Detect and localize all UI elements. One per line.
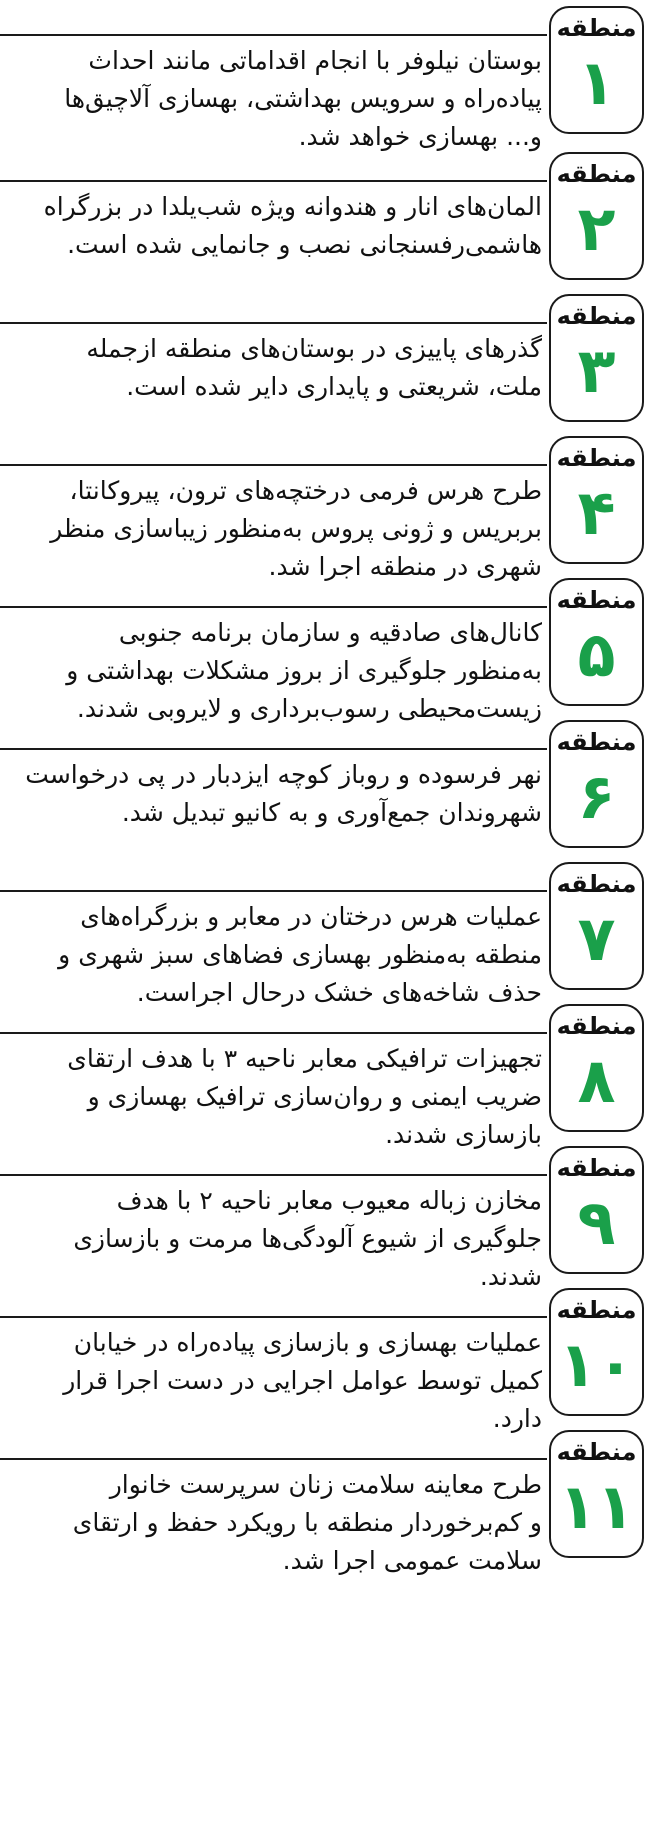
text-line: پیاده‌راه و سرویس بهداشتی، بهسازی آلاچیق‌ها [64, 84, 542, 113]
text-line: نهر فرسوده و روباز کوچه ایزدبار در پی درخواست [25, 760, 542, 789]
district-badge [549, 578, 644, 706]
district-badge [549, 436, 644, 564]
divider-line [0, 890, 547, 892]
badge-label: منطقه [556, 728, 637, 756]
badge-label: منطقه [556, 302, 637, 330]
text-line: حذف شاخه‌های خشک درحال اجراست. [136, 978, 542, 1007]
divider-line [0, 1174, 547, 1176]
district-number: ۹ [577, 1186, 616, 1259]
district-entry-9 [0, 1146, 648, 1306]
text-line: شهری در منطقه اجرا شد. [268, 552, 542, 581]
text-line: المان‌های انار و هندوانه ویژه شب‌یلدا در بزرگراه [43, 192, 542, 221]
text-line: بوستان نیلوفر با انجام اقداماتی مانند احداث [88, 46, 542, 75]
district-text [0, 472, 542, 586]
text-line: بربریس و ژونی پروس به‌منظور زیباسازی منظر [50, 514, 542, 543]
district-entry-11 [0, 1430, 648, 1590]
text-line: جلوگیری از شیوع آلودگی‌ها مرمت و بازسازی [73, 1224, 542, 1253]
district-badge [549, 6, 644, 134]
district-badge [549, 152, 644, 280]
text-line: کمیل توسط عوامل اجرایی در دست اجرا قرار [63, 1366, 542, 1395]
badge-label: منطقه [556, 1296, 637, 1324]
text-line: طرح هرس فرمی درختچه‌های ترون، پیروکانتا، [69, 476, 542, 505]
district-number: ۷ [577, 902, 616, 975]
badge-label: منطقه [556, 444, 637, 472]
district-number: ۵ [577, 618, 616, 691]
district-text [0, 1040, 542, 1154]
district-badge [549, 720, 644, 848]
divider-line [0, 322, 547, 324]
district-badge [549, 1430, 644, 1558]
district-entry-2 [0, 152, 648, 312]
district-entry-7 [0, 862, 648, 1022]
badge-label: منطقه [556, 1154, 637, 1182]
district-number: ۲ [577, 192, 616, 265]
text-line: و کم‌برخوردار منطقه با رویکرد حفظ و ارتقای [72, 1508, 542, 1537]
badge-label: منطقه [556, 1012, 637, 1040]
district-number: ۴ [577, 476, 616, 549]
text-line: هاشمی‌رفسنجانی نصب و جانمایی شده است. [67, 230, 542, 259]
district-number: ۱ [577, 46, 616, 119]
text-line: شدند. [479, 1262, 542, 1291]
district-entry-4 [0, 436, 648, 596]
divider-line [0, 464, 547, 466]
text-line: تجهیزات ترافیکی معابر ناحیه ۳ با هدف ارتقای [67, 1044, 542, 1073]
district-badge [549, 1288, 644, 1416]
district-number: ۸ [577, 1044, 616, 1117]
badge-label: منطقه [556, 586, 637, 614]
district-text [0, 898, 542, 1012]
district-entry-8 [0, 1004, 648, 1164]
district-number: ۳ [577, 334, 616, 407]
text-line: ضریب ایمنی و روان‌سازی ترافیک بهسازی و [87, 1082, 542, 1111]
district-text [0, 42, 542, 156]
text-line: و... بهسازی خواهد شد. [298, 122, 542, 151]
badge-label: منطقه [556, 870, 637, 898]
text-line: زیست‌محیطی رسوب‌برداری و لایروبی شدند. [76, 694, 542, 723]
divider-line [0, 1316, 547, 1318]
district-entry-5 [0, 578, 648, 738]
district-badge [549, 862, 644, 990]
divider-line [0, 180, 547, 182]
district-text [0, 1324, 542, 1438]
text-line: منطقه به‌منظور بهسازی فضاهای سبز شهری و [58, 940, 542, 969]
district-text [0, 1466, 542, 1580]
district-badge [549, 294, 644, 422]
divider-line [0, 1458, 547, 1460]
text-line: طرح معاینه سلامت زنان سرپرست خانوار [109, 1470, 542, 1499]
text-line: دارد. [492, 1404, 542, 1433]
district-entry-1 [0, 6, 648, 166]
text-line: مخازن زباله معیوب معابر ناحیه ۲ با هدف [116, 1186, 542, 1215]
badge-label: منطقه [556, 14, 637, 42]
district-number: ۶ [577, 760, 616, 833]
text-line: عملیات بهسازی و بازسازی پیاده‌راه در خیابان [73, 1328, 542, 1357]
text-line: گذرهای پاییزی در بوستان‌های منطقه ازجمله [86, 334, 542, 363]
divider-line [0, 606, 547, 608]
district-badge [549, 1146, 644, 1274]
badge-label: منطقه [556, 1438, 637, 1466]
district-number: ۱۱ [558, 1470, 635, 1543]
district-text [0, 614, 542, 728]
text-line: بازسازی شدند. [385, 1120, 542, 1149]
text-line: ملت، شریعتی و پایداری دایر شده است. [126, 372, 542, 401]
district-number: ۱۰ [558, 1328, 635, 1401]
district-text [0, 756, 542, 832]
district-entry-6 [0, 720, 648, 880]
text-line: کانال‌های صادقیه و سازمان برنامه جنوبی [118, 618, 542, 647]
text-line: شهروندان جمع‌آوری و به کانیو تبدیل شد. [121, 798, 542, 827]
district-entry-10 [0, 1288, 648, 1448]
divider-line [0, 1032, 547, 1034]
text-line: به‌منظور جلوگیری از بروز مشکلات بهداشتی و [66, 656, 542, 685]
text-line: سلامت عمومی اجرا شد. [282, 1546, 542, 1575]
district-text [0, 188, 542, 264]
district-text [0, 330, 542, 406]
divider-line [0, 748, 547, 750]
district-text [0, 1182, 542, 1296]
text-line: عملیات هرس درختان در معابر و بزرگراه‌های [80, 902, 542, 931]
divider-line [0, 34, 547, 36]
badge-label: منطقه [556, 160, 637, 188]
district-entry-3 [0, 294, 648, 454]
district-badge [549, 1004, 644, 1132]
